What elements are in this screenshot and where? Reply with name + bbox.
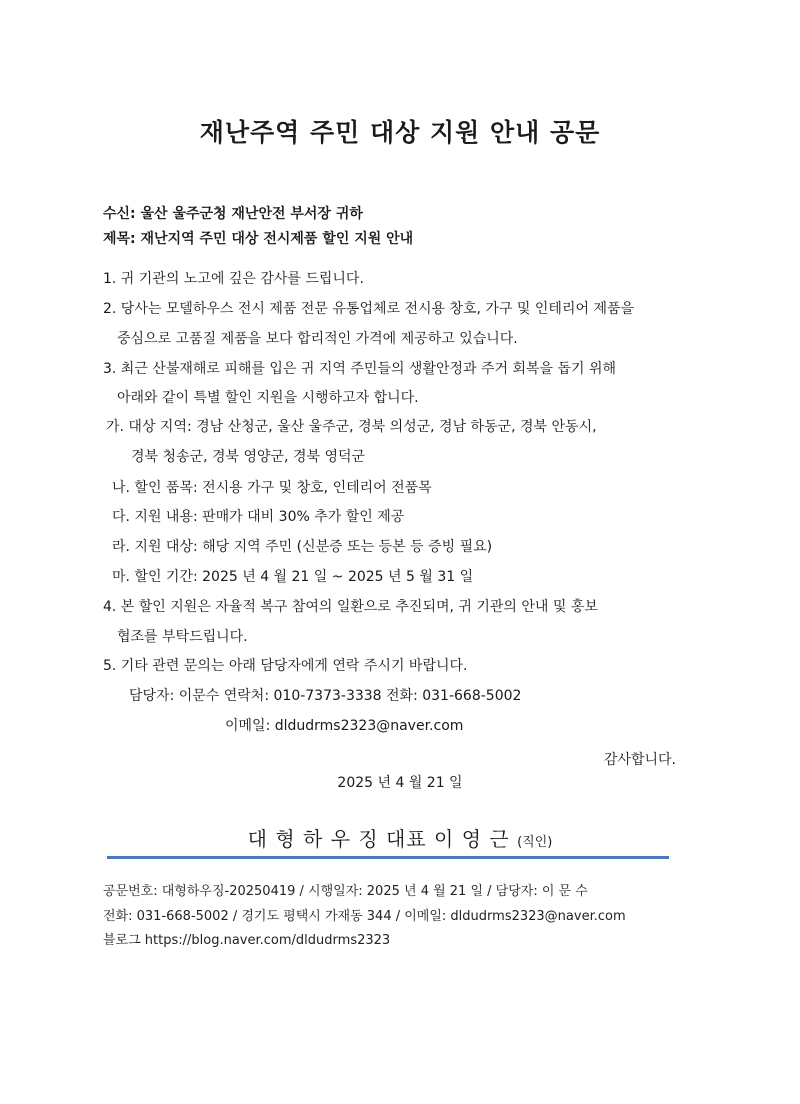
sender-signature xyxy=(0,823,800,852)
body-item-4-cont: 협조를 부탁드립니다. xyxy=(117,629,248,645)
signature-divider xyxy=(107,856,669,859)
document-date: 2025 년 4 월 21 일 xyxy=(337,775,463,791)
subject-line: 제목: 재난지역 주민 대상 전시제품 할인 지원 안내 xyxy=(103,231,414,247)
sub-item-ra: 라. 지원 대상: 해당 지역 주민 (신분증 또는 등본 등 증빙 필요) xyxy=(112,539,493,555)
sub-item-na: 나. 할인 품목: 전시용 가구 및 창호, 인테리어 전품목 xyxy=(112,480,432,496)
footer-blog-link[interactable]: 블로그 https://blog.naver.com/dldudrms2323 xyxy=(103,933,391,948)
sub-item-ga-cont: 경북 청송군, 경북 영양군, 경북 영덕군 xyxy=(131,449,366,465)
body-item-3-cont: 아래와 같이 특별 할인 지원을 시행하고자 합니다. xyxy=(117,390,419,406)
body-item-4: 4. 본 할인 지원은 자율적 복구 참여의 일환으로 추진되며, 귀 기관의 안내 및 홍보 xyxy=(103,599,598,615)
body-item-2: 2. 당사는 모델하우스 전시 제품 전문 유통업체로 전시용 창호, 가구 및 인테리어 제품을 xyxy=(103,301,635,317)
contact-email-line: 이메일: dldudrms2323@naver.com xyxy=(225,718,464,734)
sub-item-ma: 마. 할인 기간: 2025 년 4 월 21 일 ~ 2025 년 5 월 31 일 xyxy=(112,569,474,585)
contact-person-line: 담당자: 이문수 연락처: 010-7373-3338 전화: 031-668-5002 xyxy=(129,688,522,704)
footer-contact-info: 전화: 031-668-5002 / 경기도 평택시 가재동 344 / 이메일: dldudrms2323@naver.com xyxy=(103,909,626,924)
official-seal: (직인) xyxy=(517,835,553,850)
sub-item-da: 다. 지원 내용: 판매가 대비 30% 추가 할인 제공 xyxy=(112,509,405,525)
closing-text: 감사합니다. xyxy=(603,752,676,768)
body-item-5: 5. 기타 관련 문의는 아래 담당자에게 연락 주시기 바랍니다. xyxy=(103,658,468,674)
recipient-line: 수신: 울산 울주군청 재난안전 부서장 귀하 xyxy=(103,206,363,222)
document-title: 재난주역 주민 대상 지원 안내 공문 xyxy=(199,118,601,147)
body-item-3: 3. 최근 산불재해로 피해를 입은 귀 지역 주민들의 생활안정과 주거 회복을 돕기 위해 xyxy=(103,361,617,377)
footer-doc-info: 공문번호: 대형하우징-20250419 / 시행일자: 2025 년 4 월 21 일 / 담당자: 이 문 수 xyxy=(103,884,588,899)
sender-name: 대 형 하 우 징 대표 이 영 근 xyxy=(247,827,510,851)
body-item-2-cont: 중심으로 고품질 제품을 보다 합리적인 가격에 제공하고 있습니다. xyxy=(117,331,518,347)
sub-item-ga: 가. 대상 지역: 경남 산청군, 울산 울주군, 경북 의성군, 경남 하동군, 경북 안동시, xyxy=(106,419,597,435)
body-item-1: 1. 귀 기관의 노고에 깊은 감사를 드립니다. xyxy=(103,271,364,287)
